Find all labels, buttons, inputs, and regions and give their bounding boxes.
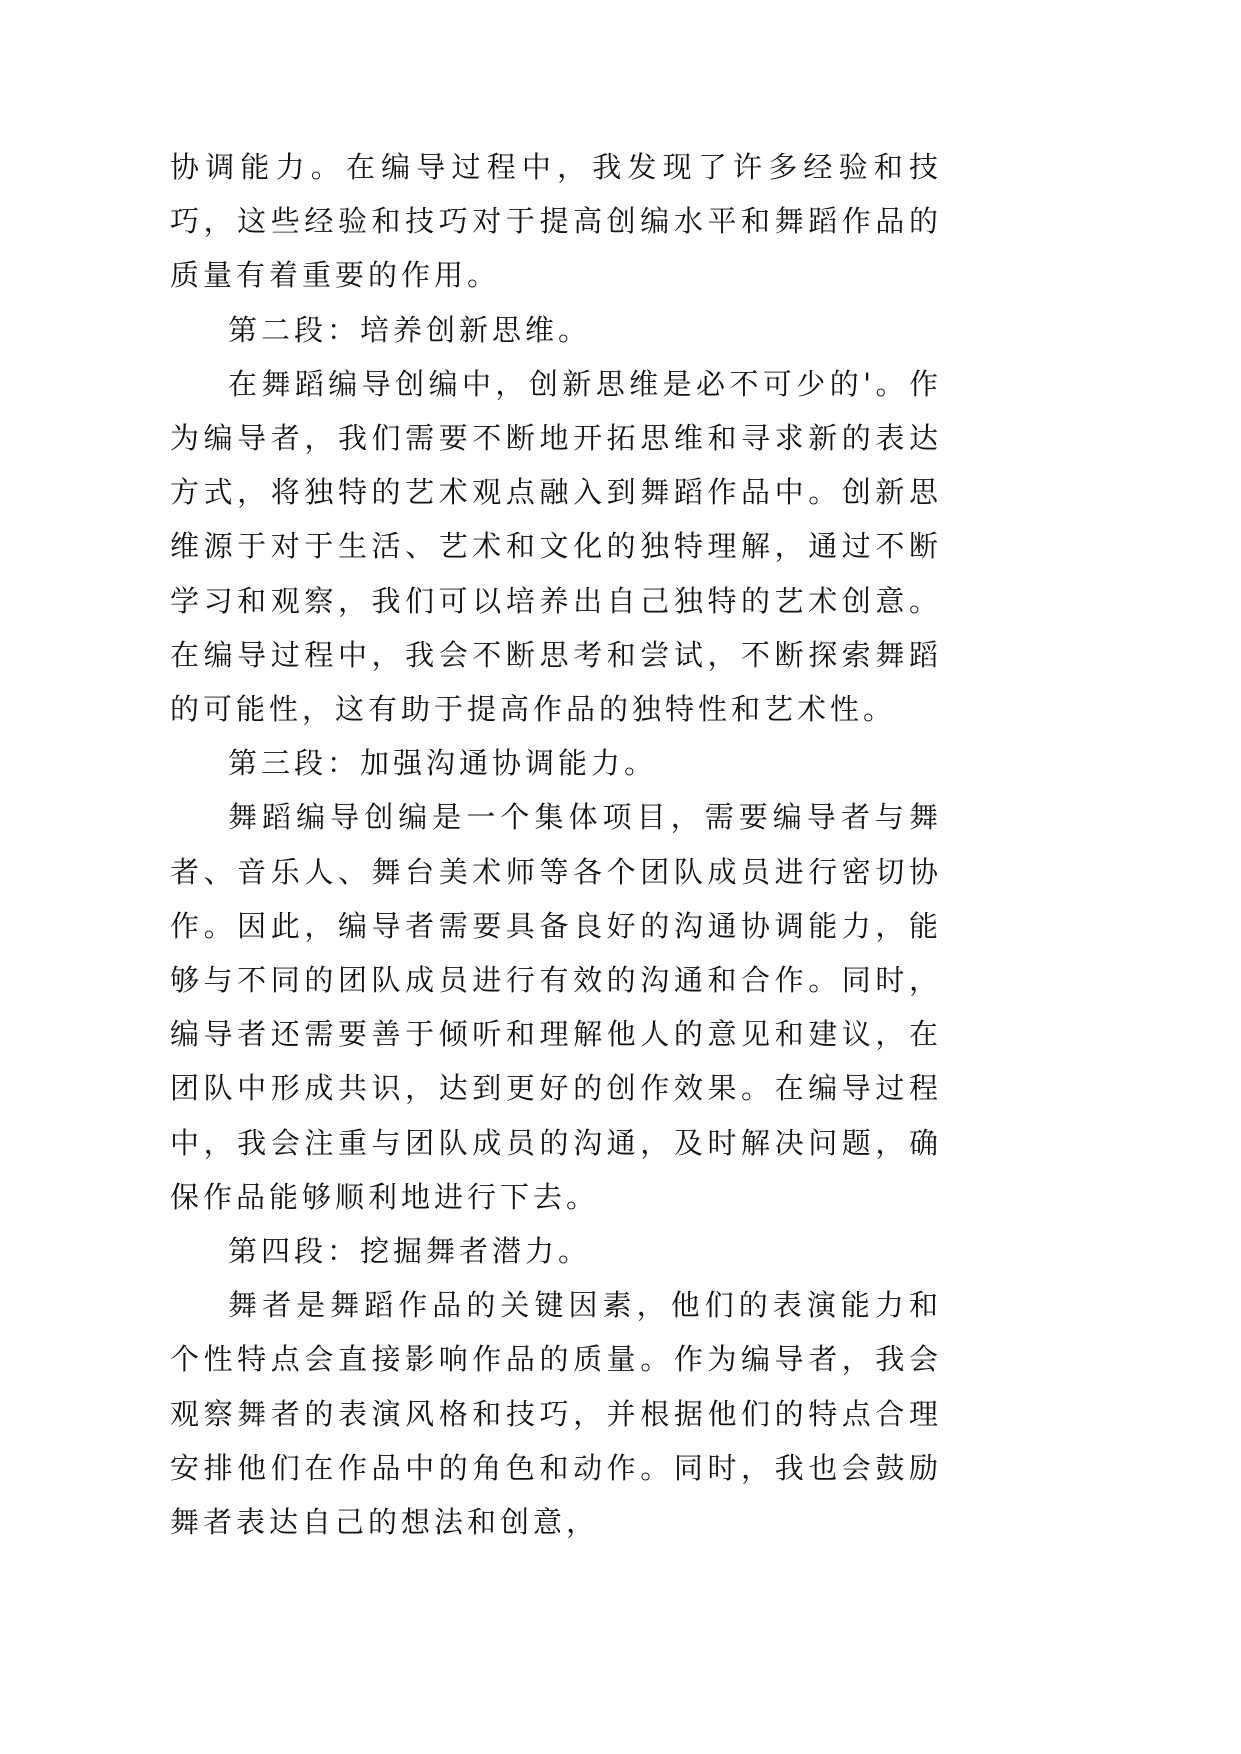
document-body [170, 140, 942, 1549]
paragraph-innovation: 在舞蹈编导创编中，创新思维是必不可少的'。作为编导者，我们需要不断地开拓思维和寻求新的表达方式，将独特的艺术观点融入到舞蹈作品中。创新思维源于对于生活、艺术和文化的独特理解，通过不断学习和观察，我们可以培养出自己独特的艺术创意。在编导过程中，我会不断思考和尝试，不断探索舞蹈的可能性，这有助于提高作品的独特性和艺术性。 [170, 366, 942, 727]
paragraph-continuation: 协调能力。在编导过程中，我发现了许多经验和技巧，这些经验和技巧对于提高创编水平和舞蹈作品的质量有着重要的作用。 [170, 150, 942, 293]
paragraph-dancer-potential: 舞者是舞蹈作品的关键因素，他们的表演能力和个性特点会直接影响作品的质量。作为编导者，我会观察舞者的表演风格和技巧，并根据他们的特点合理安排他们在作品中的角色和动作。同时，我也会鼓励舞者表达自己的想法和创意， [170, 1288, 942, 1540]
section-heading-2: 第二段：培养创新思维。 [228, 312, 592, 347]
section-heading-3: 第三段：加强沟通协调能力。 [228, 746, 658, 781]
paragraph-communication: 舞蹈编导创编是一个集体项目，需要编导者与舞者、音乐人、舞台美术师等各个团队成员进行密切协作。因此，编导者需要具备良好的沟通协调能力，能够与不同的团队成员进行有效的沟通和合作。同时，编导者还需要善于倾听和理解他人的意见和建议，在团队中形成共识，达到更好的创作效果。在编导过程中，我会注重与团队成员的沟通，及时解决问题，确保作品能够顺利地进行下去。 [170, 800, 942, 1214]
section-heading-4: 第四段：挖掘舞者潜力。 [228, 1234, 592, 1269]
